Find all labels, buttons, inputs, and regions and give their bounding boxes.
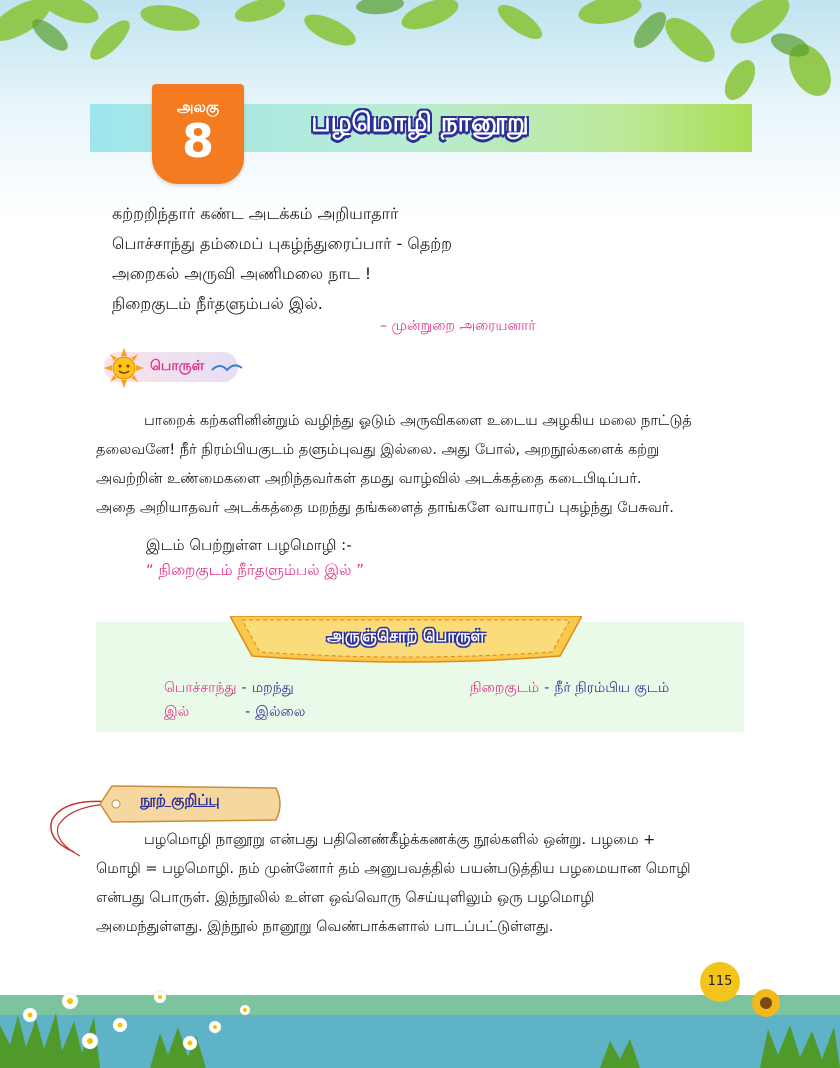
glossary-title: அருஞ்சொற் பொருள்	[327, 626, 485, 645]
verse-author: – முன்றுறை அரையனார்	[380, 318, 536, 334]
unit-badge	[152, 84, 244, 184]
note-title: நூற் குறிப்பு	[140, 791, 220, 809]
page-number: 115	[707, 974, 733, 989]
proverb-label: இடம் பெற்றுள்ள பழமொழி :-	[146, 536, 352, 554]
sunflower-icon	[752, 989, 780, 1017]
verse-line: அறைகல் அருவி அணிமலை நாட !	[112, 264, 372, 283]
glossary-term: நிறைகுடம்	[470, 680, 540, 696]
meaning-line: பாறைக் கற்களினின்றும் வழிந்து ஓடும் அருவிகளை உடைய அழகிய மலை நாட்டுத்	[144, 413, 692, 429]
sun-icon	[104, 348, 144, 388]
glossary-separator: -	[241, 680, 247, 696]
meaning-label: பொருள்	[150, 358, 205, 374]
glossary-entry	[470, 677, 669, 698]
leaves-decoration	[0, 0, 840, 120]
meaning-line: அதை அறியாதவர் அடக்கத்தை மறந்து தங்களைத் தாங்களே வாயாரப் புகழ்ந்து பேசுவர்.	[96, 500, 674, 516]
unit-label: அலகு	[176, 98, 220, 116]
lesson-title: பழமொழி நானூறு	[311, 108, 529, 138]
glossary-term: பொச்சாந்து	[164, 680, 237, 696]
verse-line: நிறைகுடம் நீர்தளும்பல் இல்.	[112, 294, 323, 313]
glossary-entry	[164, 677, 294, 698]
note-line: என்பது பொருள். இந்நூலில் உள்ள ஒவ்வொரு செய்யுளிலும் ஒரு பழமொழி	[96, 890, 595, 906]
meaning-line: தலைவனே! நீர் நிரம்பியகுடம் தளும்புவது இல்லை. அது போல், அறநூல்களைக் கற்று	[96, 442, 660, 458]
note-line: பழமொழி நானூறு என்பது பதினெண்கீழ்க்கணக்கு நூல்களில் ஒன்று. பழமை +	[144, 832, 656, 848]
glossary-separator: -	[245, 704, 251, 720]
glossary-term: இல்	[164, 704, 190, 720]
glossary-definition: இல்லை	[255, 704, 306, 720]
note-line: அமைந்துள்ளது. இந்நூல் நானூறு வெண்பாக்களால் பாடப்பட்டுள்ளது.	[96, 919, 554, 935]
glossary-separator: -	[544, 680, 550, 696]
glossary-entry	[164, 701, 305, 722]
proverb-quote: “ நிறைகுடம் நீர்தளும்பல் இல் ”	[146, 561, 364, 579]
bird-icon	[210, 360, 244, 378]
glossary-definition: மறந்து	[251, 680, 294, 696]
glossary-definition: நீர் நிரம்பிய குடம்	[554, 680, 670, 696]
verse-line: கற்றறிந்தார் கண்ட அடக்கம் அறியாதார்	[112, 204, 399, 223]
verse-line: பொச்சாந்து தம்மைப் புகழ்ந்துரைப்பார் - தெற்ற	[112, 234, 453, 253]
meaning-line: அவற்றின் உண்மைகளை அறிந்தவர்கள் தமது வாழ்வில் அடக்கத்தை கடைபிடிப்பர்.	[96, 471, 642, 487]
note-line: மொழி = பழமொழி. நம் முன்னோர் தம் அனுபவத்தில் பயன்படுத்திய பழமையான மொழி	[96, 861, 691, 877]
unit-number: 8	[181, 114, 214, 168]
